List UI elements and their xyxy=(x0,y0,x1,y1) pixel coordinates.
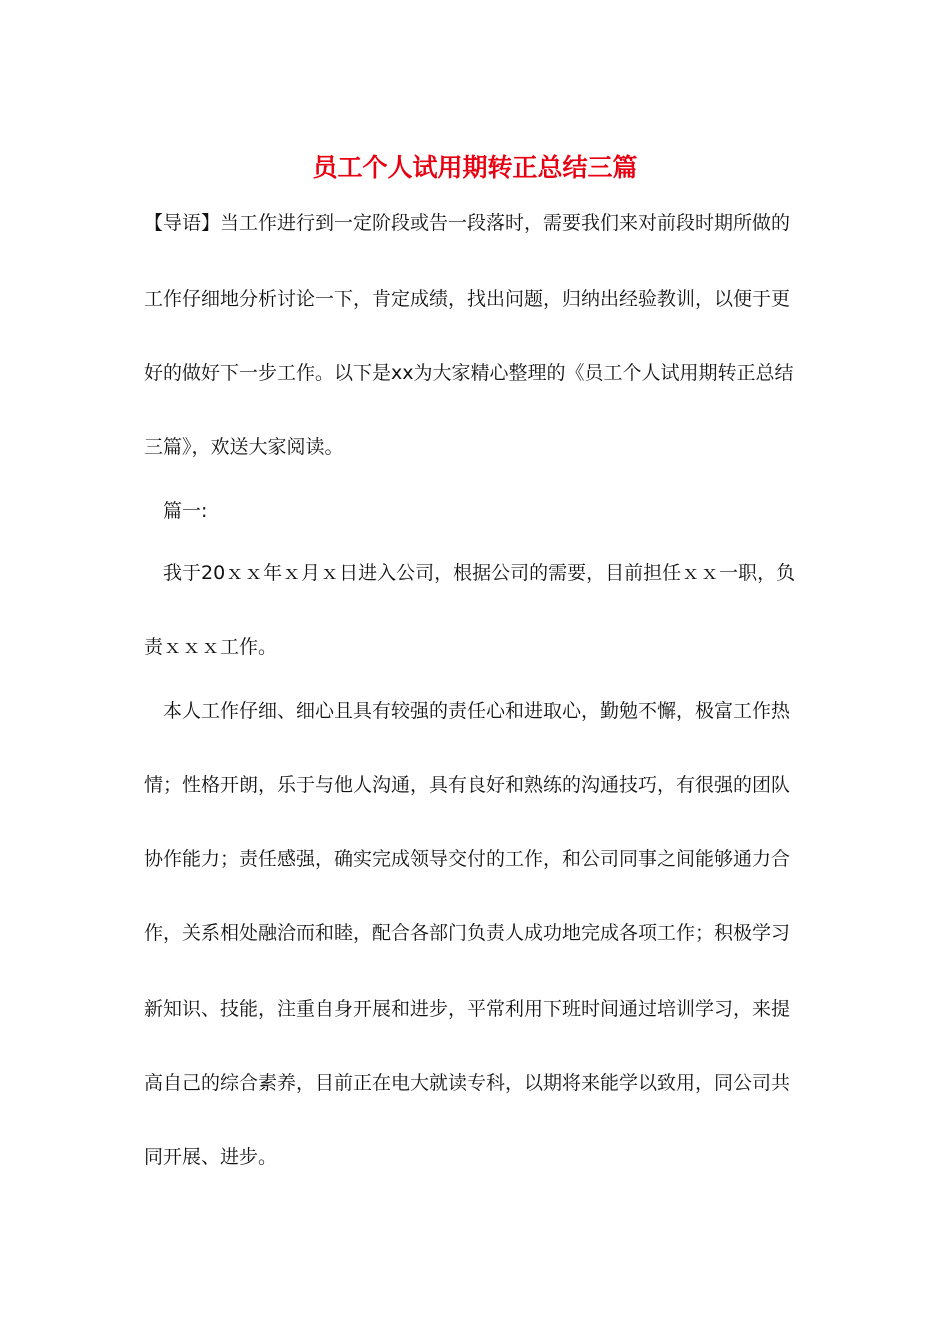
paragraph-line: 同开展、进步。 xyxy=(144,1146,278,1168)
intro-line: 工作仔细地分析讨论一下，肯定成绩，找出问题，归纳出经验教训，以便于更 xyxy=(144,288,791,310)
paragraph-line: 情；性格开朗，乐于与他人沟通，具有良好和熟练的沟通技巧，有很强的团队 xyxy=(144,774,791,796)
paragraph-line: 协作能力；责任感强，确实完成领导交付的工作，和公司同事之间能够通力合 xyxy=(144,848,791,870)
paragraph-line: 作，关系相处融洽而和睦，配合各部门负责人成功地完成各项工作；积极学习 xyxy=(144,922,791,944)
section-heading: 篇一: xyxy=(163,500,208,522)
intro-line: 三篇》，欢送大家阅读。 xyxy=(144,436,344,458)
paragraph-line: 本人工作仔细、细心且具有较强的责任心和进取心，勤勉不懈，极富工作热 xyxy=(163,700,791,722)
intro-line: 好的做好下一步工作。以下是xx为大家精心整理的《员工个人试用期转正总结 xyxy=(144,362,794,384)
paragraph-line: 我于20ｘｘ年ｘ月ｘ日进入公司，根据公司的需要，目前担任ｘｘ一职，负 xyxy=(163,562,796,584)
intro-line: 【导语】当工作进行到一定阶段或告一段落时，需要我们来对前段时期所做的 xyxy=(144,212,791,234)
document-title: 员工个人试用期转正总结三篇 xyxy=(312,153,638,182)
paragraph-line: 责ｘｘｘ工作。 xyxy=(144,636,278,658)
paragraph-line: 高自己的综合素养，目前正在电大就读专科，以期将来能学以致用，同公司共 xyxy=(144,1072,791,1094)
paragraph-line: 新知识、技能，注重自身开展和进步，平常利用下班时间通过培训学习，来提 xyxy=(144,998,791,1020)
